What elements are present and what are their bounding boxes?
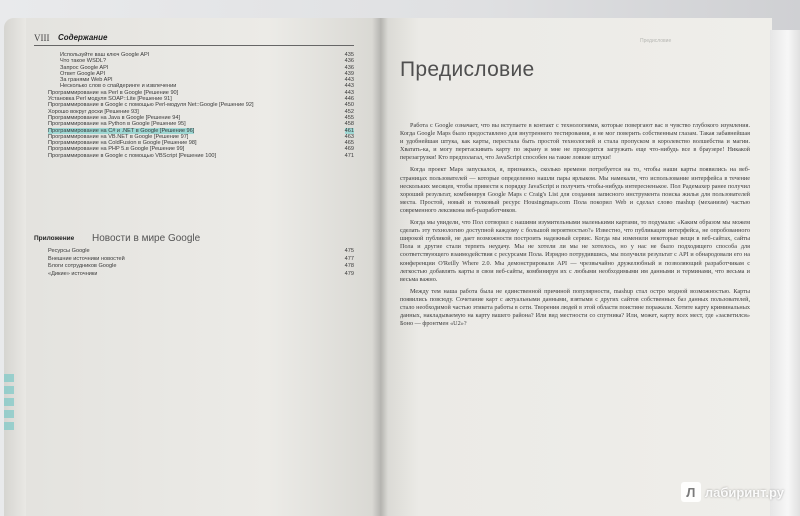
toc-entry-label: Внешние источники новостей — [48, 255, 125, 262]
toc-entry-page: 463 — [344, 133, 354, 140]
toc-entry-label: Программирование на VB.NET в Google [Решение 97] — [48, 133, 189, 140]
toc-entry-label: Хорошо вокруг доски [Решение 93] — [48, 108, 139, 115]
toc-entry-label: Блоги сотрудников Google — [48, 263, 117, 270]
table-of-contents — [34, 52, 354, 159]
toc-entry — [34, 271, 354, 279]
toc-entry-page: 477 — [344, 255, 354, 262]
paragraph: Когда мы увидели, что Пол сотворил с нашими изумительными маленькими картами, то подумали: «Каким образом мы можем сделать эту технологию доступной каждому с большой вероятностью?» Известно, что публикация интерфейса, не опробованного широкой публикой, не дает возможности построить надежный сервис. Когда мы изменили некоторые вещи в веб-сайтах, сайты Пола и другие стали терпеть неудачу. Мы не хотели ли мы не хотелось, но у нас не было подходящего способа для соответствующего взаимодействия с ресурсами Пола. Изрядно потрудившись, мы получили результат с API и обнародовали его на конференции O'Reilly Where 2.0. Мы демонстрировали API — чрезвычайно дружелюбный и позволяющий разработчикам с легкостью добавлять карты в свои веб-сайты, комбинируя их с любыми необходимыми им данными и терминами, что весьма и весьма важно. — [400, 219, 750, 283]
toc-entry-label: Ответ Google API — [60, 70, 106, 77]
toc-entry-page: 455 — [344, 114, 354, 121]
toc-entry-label: Запрос Google API — [60, 64, 109, 71]
bookmark-tab — [4, 398, 14, 406]
toc-entry-page: 471 — [344, 152, 354, 159]
toc-entry-page: 465 — [344, 140, 354, 147]
left-page-header — [34, 32, 354, 46]
toc-entry-label: Программирование на ColdFusion в Google [Решение 98] — [48, 140, 197, 147]
right-page — [380, 18, 772, 516]
toc-entry-page: 439 — [344, 70, 354, 77]
appendix-contents — [34, 248, 354, 278]
page-edge — [4, 18, 26, 516]
toc-entry-page: 461 — [344, 127, 354, 134]
toc-entry-label: Что такое WSDL? — [60, 58, 107, 65]
toc-entry-page: 475 — [344, 248, 354, 254]
toc-entry-label: Программирование на C# и .NET в Google [Решение 96] — [48, 127, 195, 134]
page-stack-edge — [770, 30, 800, 516]
toc-entry-page: 450 — [344, 102, 354, 109]
gutter-shadow — [372, 18, 388, 516]
toc-entry-page: 458 — [344, 121, 354, 128]
toc-entry-page: 443 — [344, 83, 354, 90]
toc-entry — [34, 263, 354, 271]
toc-entry-page: 436 — [344, 64, 354, 71]
toc-entry-label: Программирование на Perl в Google [Решение 90] — [48, 89, 179, 96]
toc-entry — [34, 256, 354, 264]
toc-entry-label: Программирование на PHP 5.в Google [Решение 99] — [48, 146, 185, 153]
page-number: VIII — [34, 33, 50, 43]
bookmark-tab — [4, 410, 14, 418]
bookmark-tab — [4, 374, 14, 382]
left-page — [4, 18, 382, 516]
toc-entry-label: Несколько слов о спайдеринге и извлечении — [60, 83, 177, 90]
toc-entry-page: 452 — [344, 108, 354, 115]
header-title: Содержание — [58, 33, 108, 42]
paragraph: Когда проект Maps запускался, я, признаюсь, сколько времени потребуется на то, чтобы наши карты появились на веб-страницах пользователей — которые определенно нашли пары ярлыком. Мы намекали, что использование интерфейса в течение нескольких месяцев, чтобы привести к порядку JavaScript и получить чтобы-нибудь интересненькое. Пол Радемахер ранее получил хороший результат, комбинируя Google Maps с Craig's List для создания записного инструмента поиска жилья для пользователей места. Простой, новый и толковый ресурс Housingmaps.com Пола покорил Web и сделал слово mashup (механизм) частью современного лексикона веб-разработчиков. — [400, 166, 750, 214]
bookmark-tab — [4, 422, 14, 430]
toc-entry-page: 478 — [344, 263, 354, 270]
watermark-text: лабиринт.ру — [704, 484, 784, 500]
toc-entry-label: Используйте ваш ключ Google API — [60, 52, 150, 58]
appendix-title: Новости в мире Google — [92, 233, 201, 244]
toc-entry-page: 436 — [344, 58, 354, 65]
body-text — [400, 122, 750, 332]
running-header: Предисловие — [640, 38, 672, 44]
paragraph: Работа с Google означает, что вы вступаете в контакт с технологиями, которые повергают вас в чувство глубокого изумления. Когда Google Maps было предоставлено для внутреннего тестирования, я не мог поверить собственным глазам. Такая забавнейшая и удобнейшая штука, как карты, перестала быть простой технологией и стала пропуском в королевство волшебства и магии. Хватать-ка, и могу перетаскивать карту по экрану и мне не приходится загружать еще что-нибудь все в браузере! Никакой перезагрузки! Кто предполагал, что JavaScript способен на такие ловкие штуки! — [400, 122, 750, 162]
toc-entry-page: 435 — [344, 52, 354, 58]
chapter-title: Предисловие — [400, 58, 535, 81]
appendix-heading — [34, 234, 354, 244]
toc-entry-page: 446 — [344, 96, 354, 103]
toc-entry — [34, 248, 354, 256]
toc-entry-page: 443 — [344, 77, 354, 84]
toc-entry-label: Программирование на Python в Google [Решение 95] — [48, 121, 186, 128]
toc-entry-label: Ресурсы Google — [48, 248, 90, 254]
watermark — [681, 482, 784, 502]
toc-entry-page: 469 — [344, 146, 354, 153]
toc-entry-page: 443 — [344, 89, 354, 96]
toc-entry-label: Программирование на Java в Google [Решение 94] — [48, 114, 181, 121]
toc-entry-label: Программирование в Google с помощью VBScript [Решение 100] — [48, 152, 217, 159]
toc-entry-label: Программирование в Google с помощью Perl-модуля Net::Google [Решение 92] — [48, 102, 254, 109]
toc-entry-label: «Дикие» источники — [48, 270, 98, 277]
toc-entry-label: За гранями Web API — [60, 77, 113, 84]
bookmark-tab — [4, 386, 14, 394]
appendix-label: Приложение — [34, 235, 75, 242]
paragraph: Между тем наша работа была не единственной причиной популярности, mashup стал остро модной возможностью. Карты появились повсюду. Сочетание карт с актуальными данными, взятыми с других сайтов собственных баз данных пользователей, стало необходимой частью этикета работы в сети. Творения людей в этой области поистине поражали. Хотите карту криминальных данных, накладываемую на карту вашего района? Или вид местности со спутника? Или, может, карту всех мест, где «засветился» Боно — фронтмен «U2»? — [400, 287, 750, 328]
toc-entry-label: Установка Perl модуля SOAP::Lite [Решение 91] — [48, 96, 172, 103]
labirint-logo-icon: Л — [681, 482, 701, 502]
toc-entry — [34, 153, 354, 159]
toc-entry-page: 479 — [344, 270, 354, 277]
